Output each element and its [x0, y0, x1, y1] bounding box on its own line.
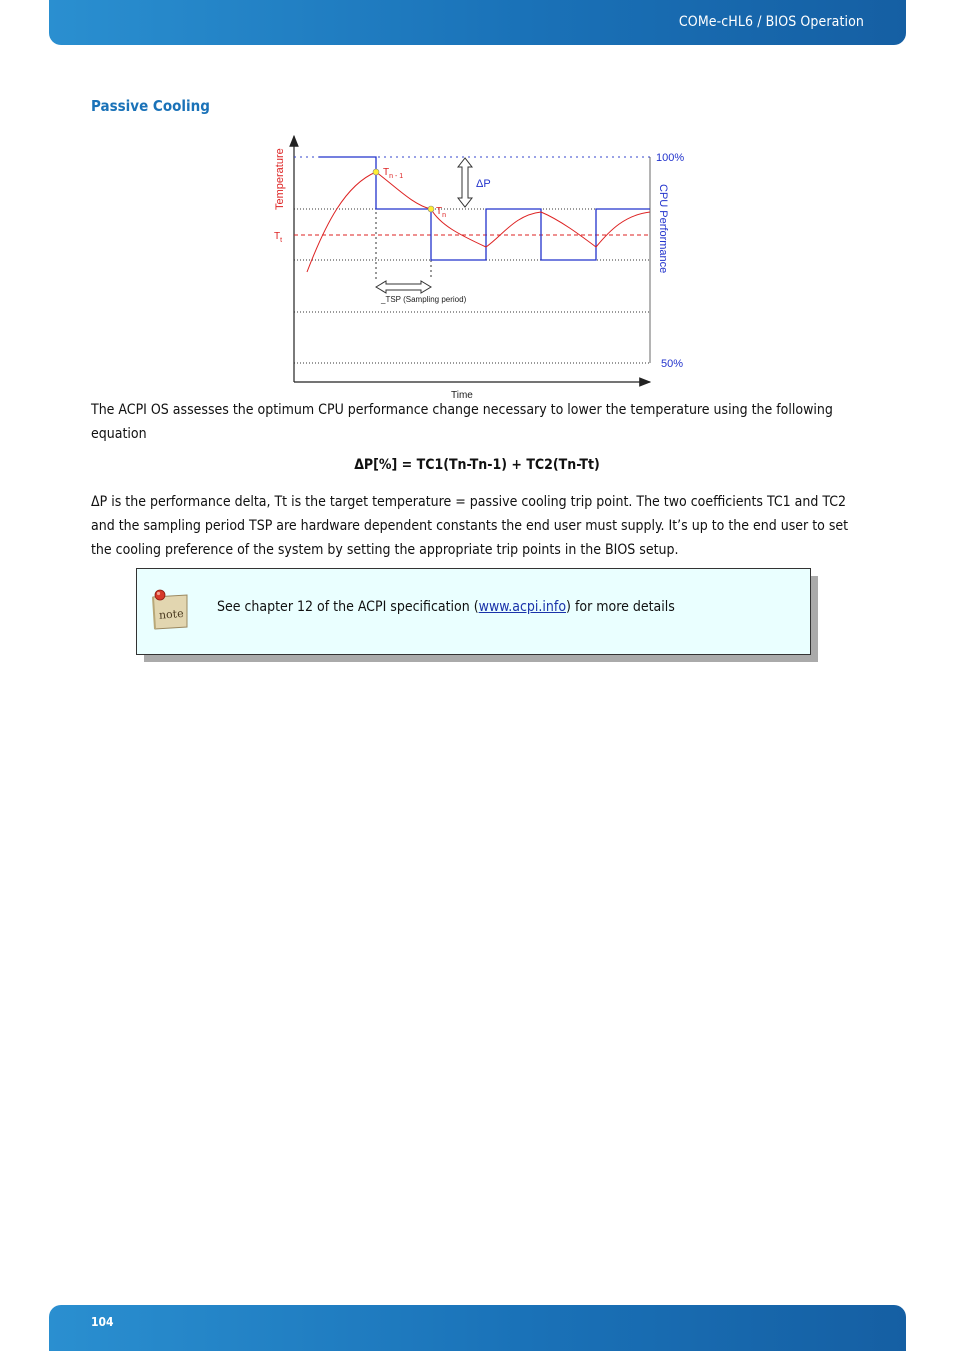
acpi-link[interactable]: www.acpi.info [478, 599, 567, 615]
page-number: 104 [91, 1315, 114, 1329]
delta-p-arrow [458, 158, 472, 207]
note-icon [149, 587, 191, 633]
note-icon-text: note [158, 606, 185, 622]
tt-subscript: t [280, 237, 283, 244]
footer-bar [49, 1305, 906, 1351]
y-axis-label: Temperature [274, 148, 286, 210]
tn-subscript: n [442, 212, 447, 219]
sample-point-tn-1 [373, 169, 379, 175]
tn-1-label: $T_{n - 1}$ [383, 167, 404, 180]
explanation-paragraph: ΔP is the performance delta, Tt is the target temperature = passive cooling trip point. The two coefficients TC1 and TC2 and the sampling period TSP are hardware dependent constants the end user must supply. It’s up to the end user to set the cooling preference of the system by setting the appropriate trip points in the BIOS setup. [91, 494, 849, 558]
right-axis-label: CPU Performance [657, 184, 669, 274]
delta-p-label: ΔP [476, 178, 491, 190]
equation: ΔP[%] = TC1(Tn-Tn-1) + TC2(Tn-Tt) [354, 457, 600, 473]
intro-paragraph: The ACPI OS assesses the optimum CPU performance change necessary to lower the temperature using the following equation [91, 402, 833, 442]
tsp-label: _TSP (Sampling period) [381, 295, 467, 304]
section-heading: Passive Cooling [91, 97, 210, 115]
note-text-after: ) for more details [566, 599, 675, 615]
tt-label: $T_t$ [274, 231, 283, 244]
performance-curve [319, 157, 650, 260]
x-axis-label: Time [451, 390, 473, 401]
top-percent-label: 100% [656, 152, 685, 164]
tn-1-subscript: n - 1 [389, 173, 404, 180]
header-title: COMe-cHL6 / BIOS Operation [678, 14, 864, 30]
note-box [136, 568, 811, 655]
note-text [217, 599, 675, 615]
header-bar [49, 0, 906, 45]
tsp-arrow [376, 281, 431, 293]
sample-point-tn [428, 206, 434, 212]
note-text-before: See chapter 12 of the ACPI specification ( [217, 599, 479, 615]
passive-cooling-diagram [265, 130, 705, 405]
bottom-percent-label: 50% [661, 358, 684, 370]
tn-label: $T_n$ [436, 206, 447, 219]
